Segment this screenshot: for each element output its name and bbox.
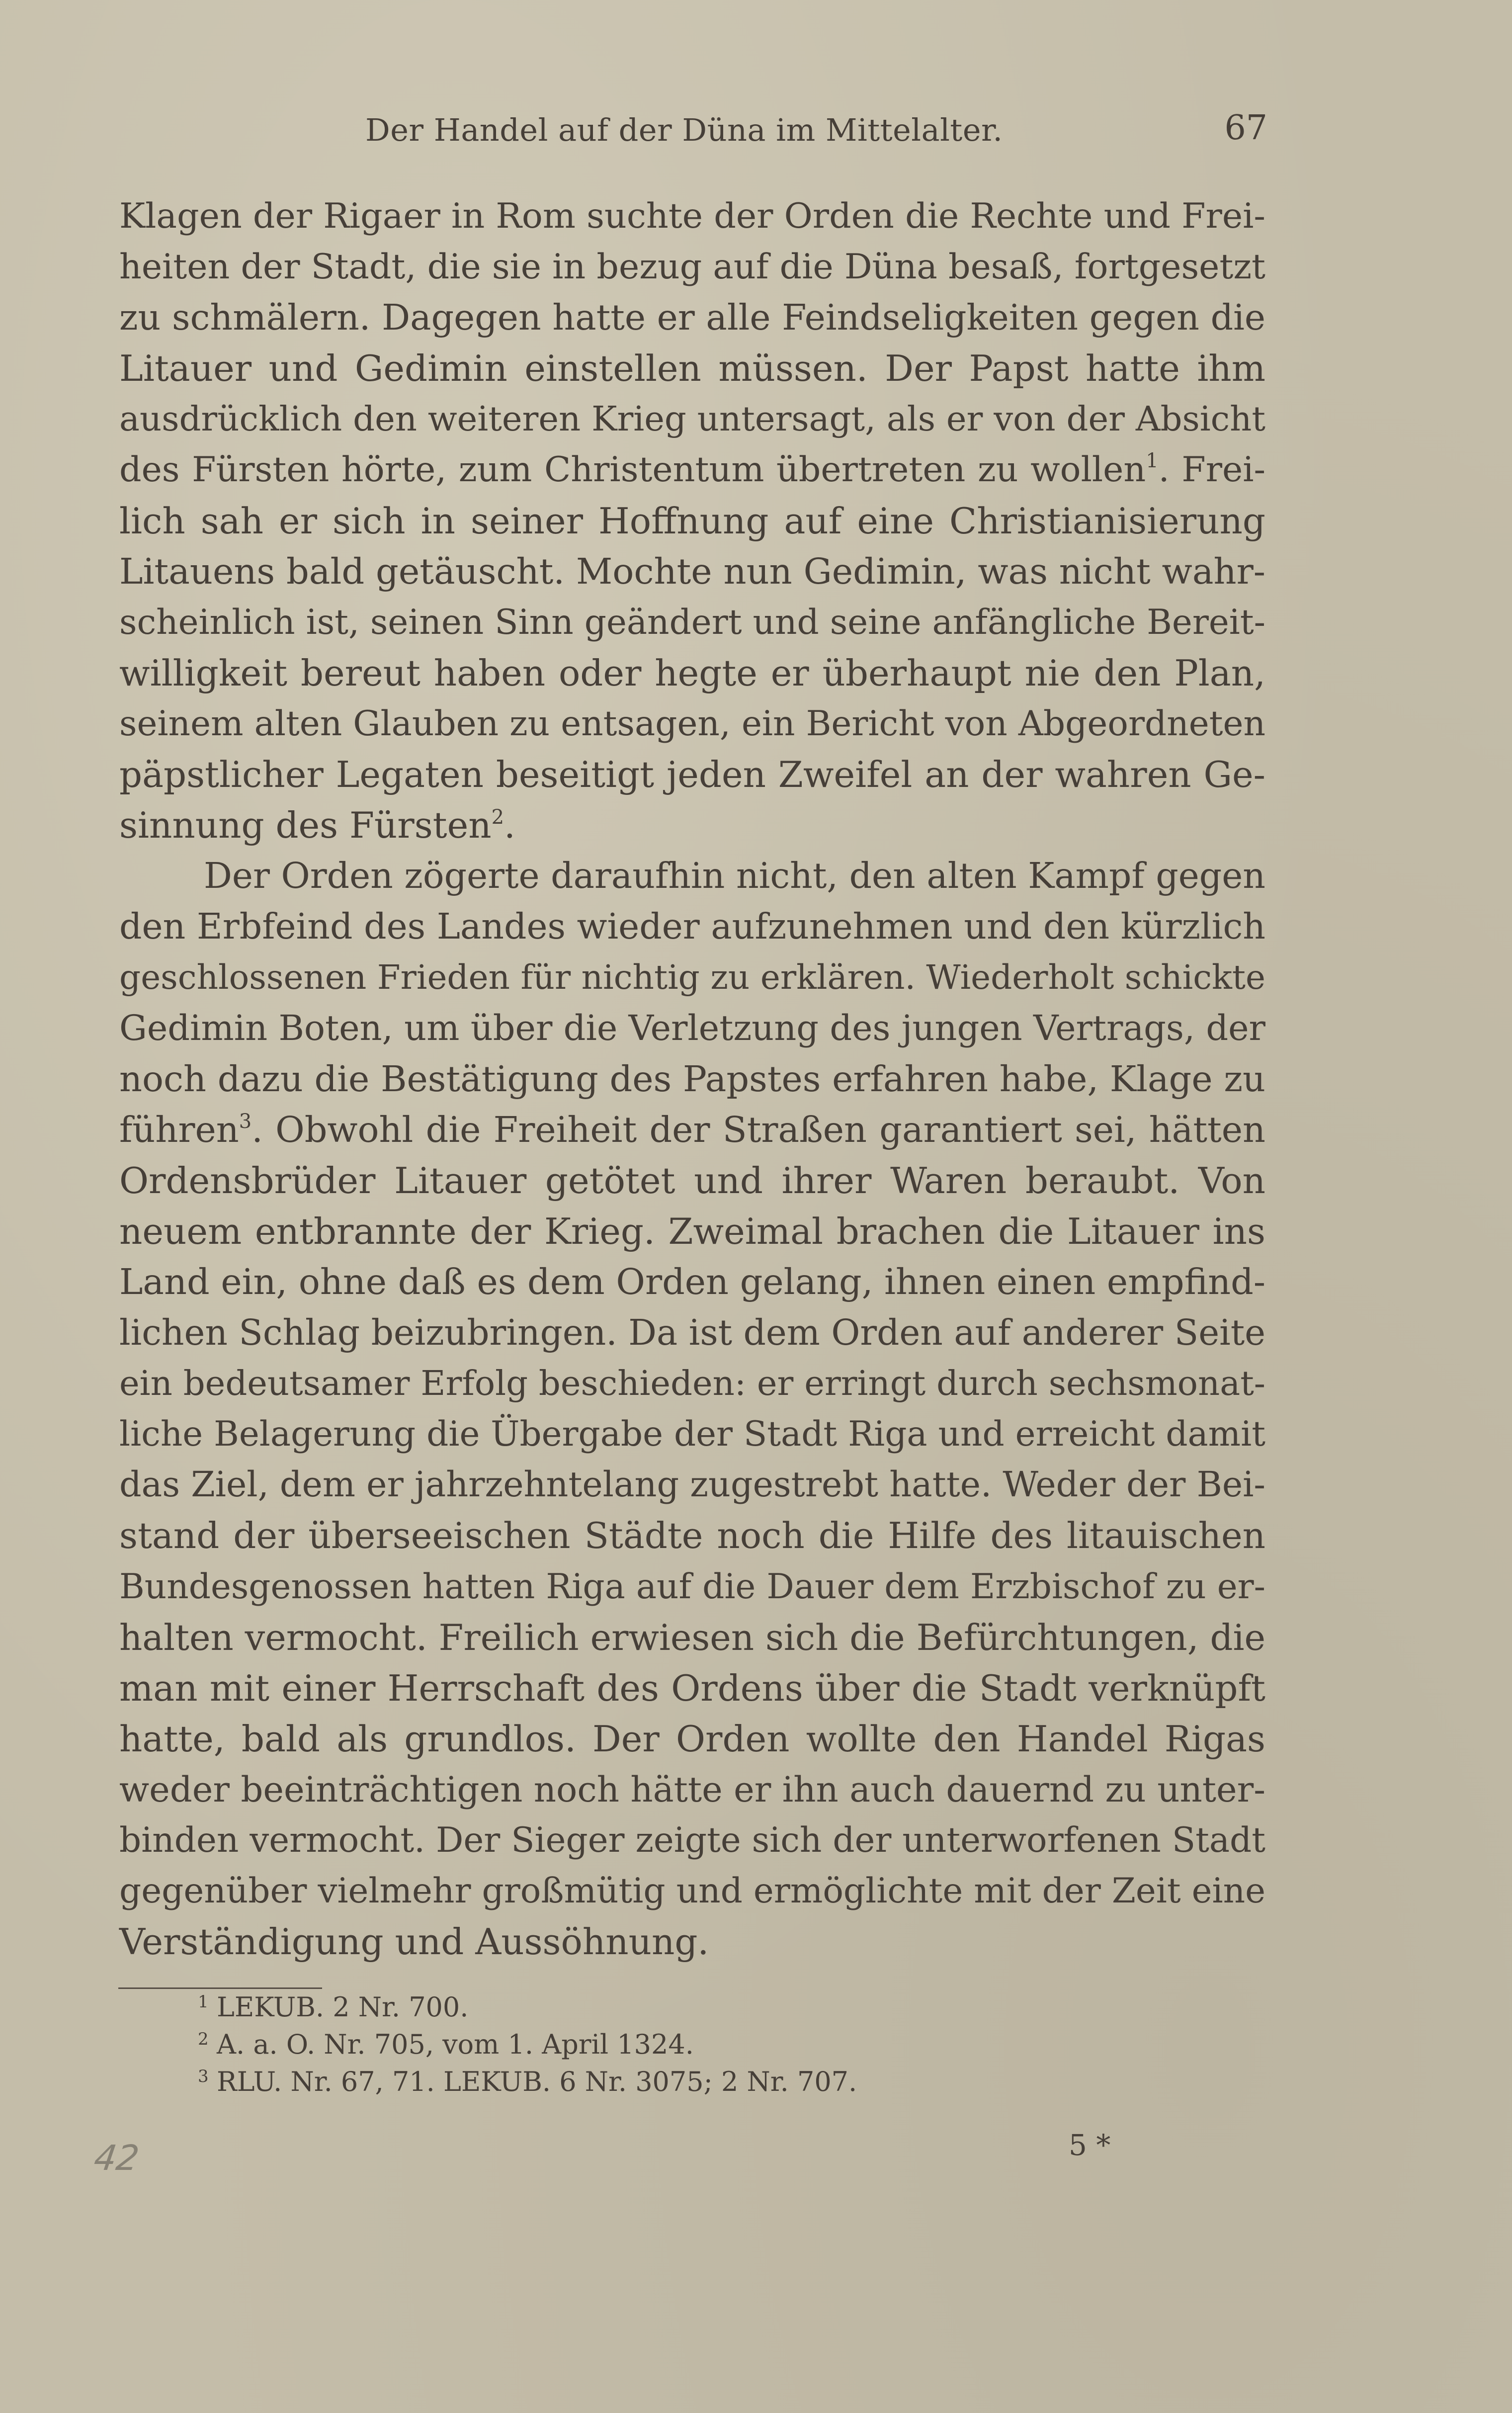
footnote-2: 2 A. a. O. Nr. 705, vom 1. April 1324. bbox=[198, 2029, 694, 2060]
text-line: scheinlich ist, seinen Sinn geändert und seine anfängliche Bereit- bbox=[119, 602, 1265, 642]
footnote-1: 1 LEKUB. 2 Nr. 700. bbox=[198, 1991, 469, 2023]
text-line: noch dazu die Bestätigung des Papstes erfahren habe, Klage zu bbox=[119, 1058, 1265, 1100]
text-line: hatte, bald als grundlos. Der Orden wollte den Handel Rigas bbox=[119, 1718, 1265, 1760]
text-line: päpstlicher Legaten beseitigt jeden Zweifel an der wahren Ge- bbox=[119, 754, 1265, 796]
text-line: willigkeit bereut haben oder hegte er überhaupt nie den Plan, bbox=[119, 652, 1265, 694]
text-line: liche Belagerung die Übergabe der Stadt Riga und erreicht damit bbox=[119, 1414, 1265, 1455]
text-line: man mit einer Herrschaft des Ordens über die Stadt verknüpft bbox=[119, 1667, 1265, 1709]
text-line: Ordensbrüder Litauer getötet und ihrer Waren beraubt. Von bbox=[119, 1159, 1265, 1202]
footnote-3: 3 RLU. Nr. 67, 71. LEKUB. 6 Nr. 3075; 2 Nr. 707. bbox=[198, 2066, 857, 2097]
text-line: ausdrücklich den weiteren Krieg untersagt, als er von der Absicht bbox=[119, 399, 1265, 439]
footnote-text: A. a. O. Nr. 705, vom 1. April 1324. bbox=[217, 2029, 694, 2060]
text-line: zu schmälern. Dagegen hatte er alle Feindseligkeiten gegen die bbox=[119, 297, 1265, 339]
paragraph-start-line: Der Orden zögerte daraufhin nicht, den alten Kampf gegen bbox=[204, 855, 1265, 897]
text-line bbox=[119, 444, 1265, 495]
text-segment: . Frei- bbox=[1158, 449, 1265, 490]
text-line: Verständigung und Aussöhnung. bbox=[119, 1921, 709, 1963]
text-segment: . Obwohl die Freiheit der Straßen garantiert sei, hätten bbox=[252, 1109, 1265, 1150]
text-line: seinem alten Glauben zu entsagen, ein Bericht von Abgeordneten bbox=[119, 703, 1265, 744]
text-line: lich sah er sich in seiner Hoffnung auf eine Christianisierung bbox=[119, 500, 1265, 542]
text-line: Litauer und Gedimin einstellen müssen. Der Papst hatte ihm bbox=[119, 347, 1265, 390]
text-line: weder beeinträchtigen noch hätte er ihn auch dauernd zu unter- bbox=[119, 1769, 1265, 1810]
text-line: binden vermocht. Der Sieger zeigte sich der unterworfenen Stadt bbox=[119, 1820, 1265, 1860]
text-line: lichen Schlag beizubringen. Da ist dem Orden auf anderer Seite bbox=[119, 1312, 1265, 1354]
footnote-reference-1[interactable]: 1 bbox=[1146, 449, 1159, 473]
text-line bbox=[119, 1105, 1265, 1155]
text-line bbox=[119, 800, 1265, 851]
footnotes bbox=[198, 1988, 1092, 2100]
text-segment: führen bbox=[119, 1109, 239, 1150]
text-line: Bundesgenossen hatten Riga auf die Dauer dem Erzbischof zu er- bbox=[119, 1566, 1265, 1607]
text-line: den Erbfeind des Landes wieder aufzunehmen und den kürzlich bbox=[119, 906, 1265, 948]
text-line: stand der überseeischen Städte noch die Hilfe des litauischen bbox=[119, 1515, 1265, 1557]
running-title: Der Handel auf der Düna im Mittelalter. bbox=[365, 112, 1003, 148]
text-line: ein bedeutsamer Erfolg beschieden: er erringt durch sechsmonat- bbox=[119, 1364, 1265, 1404]
footnote-reference-2[interactable]: 2 bbox=[491, 806, 504, 829]
printer-signature-mark: 5 * bbox=[1069, 2128, 1111, 2162]
footnote-reference-3[interactable]: 3 bbox=[239, 1110, 252, 1133]
text-line: das Ziel, dem er jahrzehntelang zugestrebt hatte. Weder der Bei- bbox=[119, 1465, 1265, 1505]
text-segment: . bbox=[504, 804, 515, 847]
page-number: 67 bbox=[1224, 108, 1267, 148]
text-segment: sinnung des Fürsten bbox=[119, 804, 492, 847]
text-line: Klagen der Rigaer in Rom suchte der Orden die Rechte und Frei- bbox=[119, 196, 1265, 236]
text-line: neuem entbrannte der Krieg. Zweimal brachen die Litauer ins bbox=[119, 1210, 1265, 1252]
footnote-text: LEKUB. 2 Nr. 700. bbox=[217, 1991, 469, 2023]
text-line: Litauens bald getäuscht. Mochte nun Gedimin, was nicht wahr- bbox=[119, 550, 1265, 592]
text-line: halten vermocht. Freilich erwiesen sich die Befürchtungen, die bbox=[119, 1616, 1265, 1658]
text-line: gegenüber vielmehr großmütig und ermöglichte mit der Zeit eine bbox=[119, 1871, 1265, 1911]
text-line: heiten der Stadt, die sie in bezug auf die Düna besaß, fortgesetzt bbox=[119, 247, 1265, 287]
text-line: Land ein, ohne daß es dem Orden gelang, ihnen einen empfind- bbox=[119, 1261, 1265, 1302]
text-line: geschlossenen Frieden für nichtig zu erklären. Wiederholt schickte bbox=[119, 957, 1265, 997]
body-text bbox=[119, 191, 1265, 1967]
handwritten-note: 42 bbox=[91, 2138, 142, 2178]
text-segment: des Fürsten hörte, zum Christentum übertreten zu wollen bbox=[119, 449, 1146, 490]
footnote-text: RLU. Nr. 67, 71. LEKUB. 6 Nr. 3075; 2 Nr. 707. bbox=[217, 2066, 857, 2097]
text-line: Gedimin Boten, um über die Verletzung des jungen Vertrags, der bbox=[119, 1008, 1265, 1048]
